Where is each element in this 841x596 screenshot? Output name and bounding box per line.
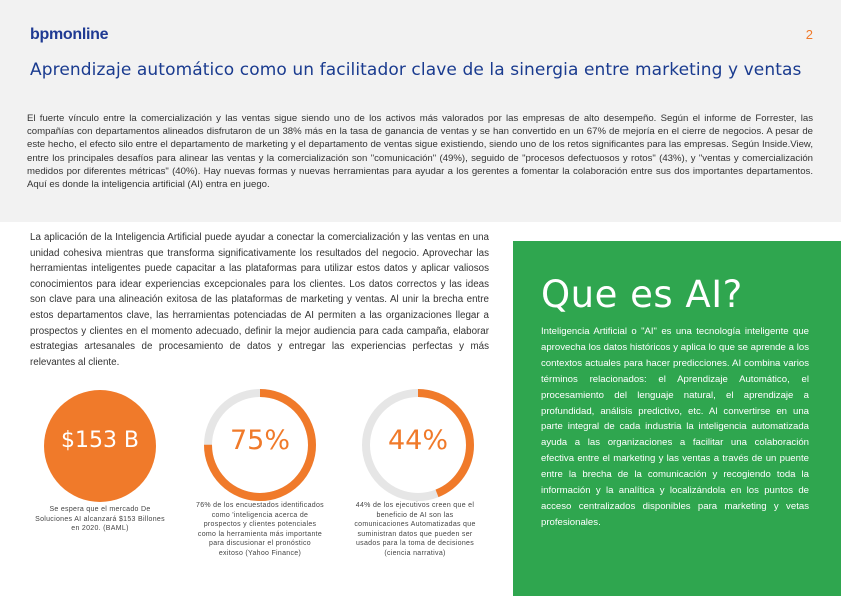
page-title: Aprendizaje automático como un facilitador clave de la sinergia entre marketing y ventas (30, 60, 802, 80)
ai-panel-title: Que es AI? (541, 273, 743, 316)
stat-caption-75: 76% de los encuestados identificados como 'inteligencia acerca de prospectos y clientes potenciales como la herramienta más importante para discusionar el pronóstico exitoso (Yahoo Finance) (196, 502, 324, 557)
page-number: 2 (805, 27, 813, 42)
stat-ring-44 (358, 385, 478, 505)
stat-value-market: $153 B (60, 428, 140, 453)
stat-circle-market (44, 390, 156, 502)
stat-caption-44: 44% de los ejecutivos creen que el beneficio de AI son las comunicaciones Automatizadas que suministran datos que pueden ser usados para la toma de decisiones (ciencia narrativa) (354, 502, 476, 557)
stat-value-75: 75% (229, 425, 290, 456)
bpmonline-logo: bpmonline (30, 26, 109, 43)
stat-ring-75 (200, 385, 320, 505)
intro-paragraph: El fuerte vínculo entre la comercialización y las ventas sigue siendo uno de los activos más valorados por las empresas de alto desempeño. Según el informe de Forrester, las compañías con departamentos alineados disfrutaron de un 38% más en la tasa de ganancia de ventas y se han convertido en un 67% de mejoría en el cierre de negocios. A pesar de este hecho, el efecto silo entre el departamento de marketing y el departamento de ventas sigue existiendo, siendo uno de los retos significantes para las empresas. Según Inside.View, entre los principales desafíos para alinear las ventas y la comercialización son "comunicación" (49%), seguido de "procesos defectuosos y rotos" (43%), y "ventas y comercialización medidos por diferentes métricas" (40%). Hay nuevas formas y nuevas herramientas para ayudar a los gerentes a fomentar la colaboración entre sus dos importantes departamentos. Aquí es donde la inteligencia artificial (AI) entra en juego. (27, 113, 813, 191)
body-paragraph: La aplicación de la Inteligencia Artificial puede ayudar a conectar la comercialización y las ventas en una unidad cohesiva mientras que transforma significativamente los resultados del negocio. Aprovechar las herramientas inteligentes puede capacitar a las plataformas para utilizar estos datos y aplicar valiosos conocimientos para idear experiencias excepcionales para los clientes. Los datos correctos y las ideas son clave para una alineación exitosa de las plataformas de marketing y ventas. Al unir la brecha entre estos departamentos clave, las herramientas potenciadas de AI permiten a las organizaciones llegar a prospectos y clientes en el momento adecuado, definir la mejor audiencia para cada campaña, elaborar estrategias artesanales de procesamiento de datos y entregar las experiencias perfectas y más relevantes al cliente. (30, 232, 489, 368)
ai-panel-text: Inteligencia Artificial o "AI" es una tecnología inteligente que aprovecha los datos históricos y aplica lo que se aprende a los contextos actuales para hacer predicciones. AI combina varios términos relacionados: el Aprendizaje Automático, el procesamiento del lenguaje natural, el aprendizaje a profundidad, análisis predictivo, etc. Al convertirse en una parte integral de cada industria la inteligencia automatizada ayuda a las organizaciones a facilitar una colaboración efectiva entre el marketing y las ventas a través de un puente entre la brecha de la comunicación y recogiendo toda la información y la analítica y localizándola en los puntos de acceso centralizados disponibles para marketing y vetas profesionales. (541, 326, 809, 528)
stat-value-44: 44% (387, 425, 448, 456)
stat-caption-market: Se espera que el mercado De Soluciones AI alcanzará $153 Billones en 2020. (BAML) (35, 506, 165, 533)
